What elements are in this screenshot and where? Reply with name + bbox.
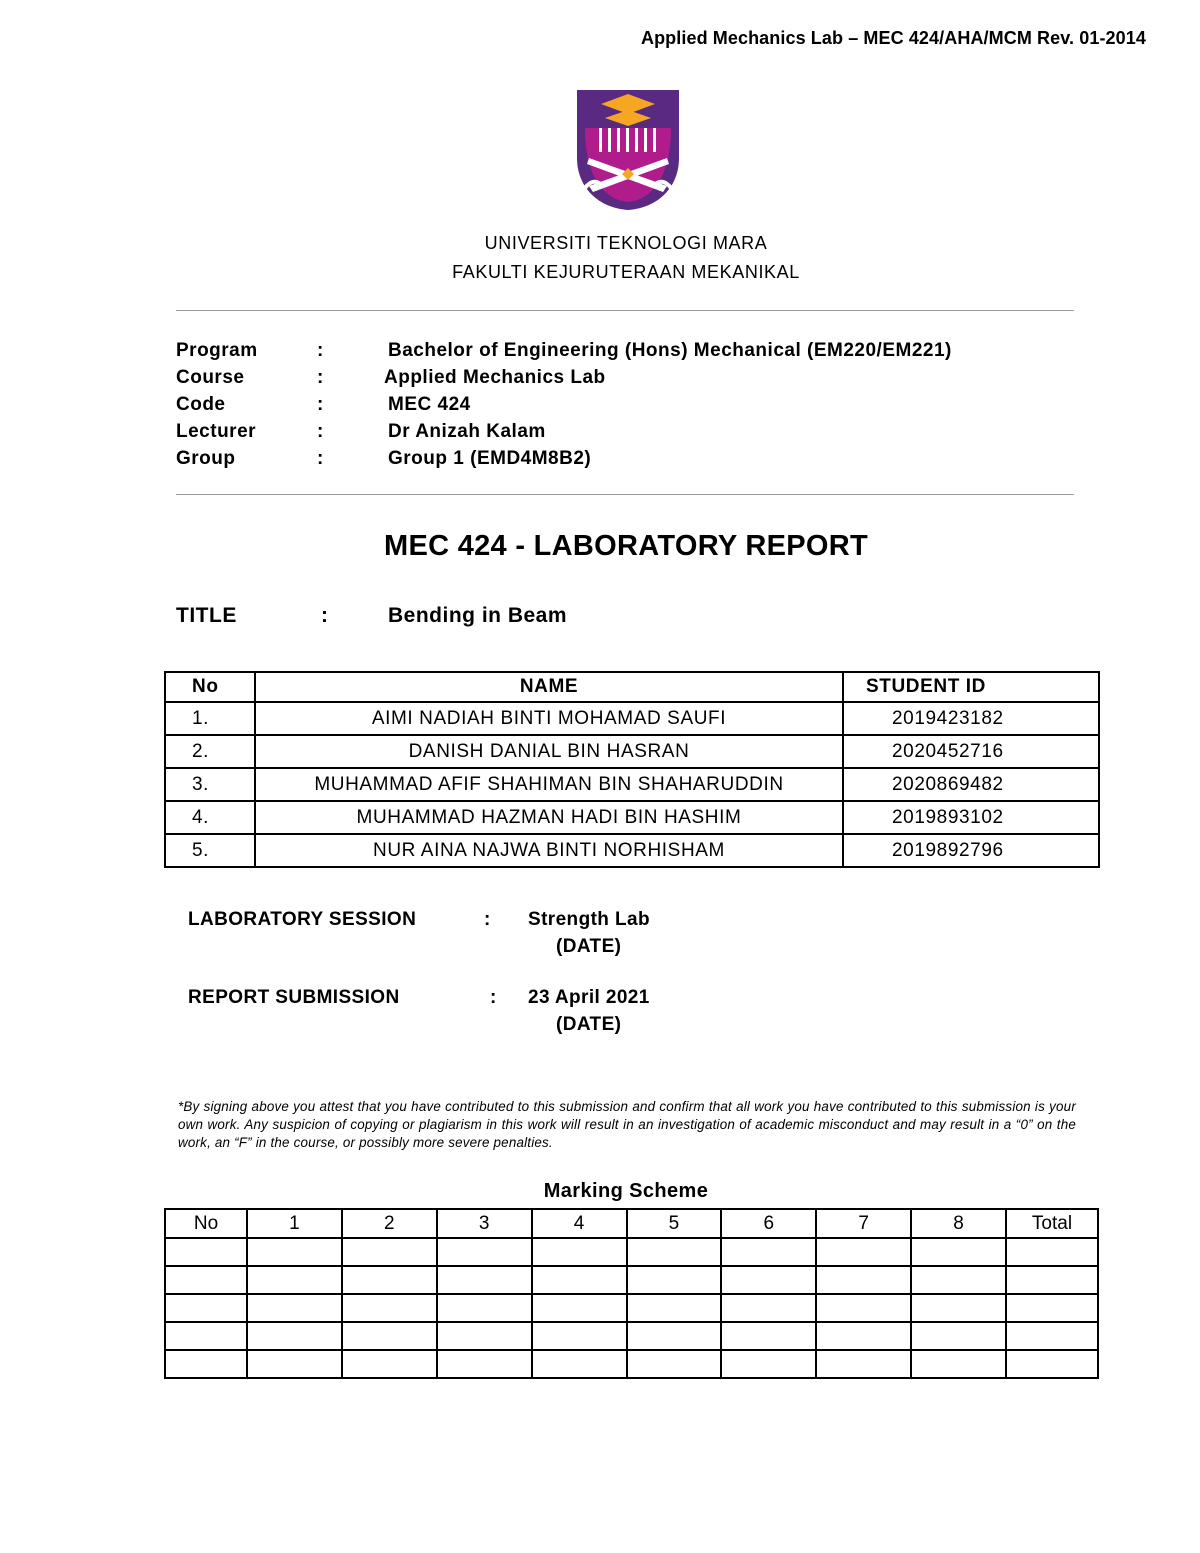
marking-cell[interactable] bbox=[816, 1350, 911, 1378]
marking-cell[interactable] bbox=[1006, 1350, 1098, 1378]
marking-cell[interactable] bbox=[721, 1294, 816, 1322]
marking-cell[interactable] bbox=[1006, 1294, 1098, 1322]
info-colon: : bbox=[317, 367, 324, 388]
report-submission-date: (DATE) bbox=[556, 1014, 622, 1035]
marking-header-5: 5 bbox=[627, 1209, 722, 1238]
table-row bbox=[165, 768, 1099, 801]
marking-cell[interactable] bbox=[165, 1350, 247, 1378]
member-no: 5. bbox=[165, 834, 255, 867]
lab-session-date: (DATE) bbox=[556, 936, 622, 957]
member-name: AIMI NADIAH BINTI MOHAMAD SAUFI bbox=[255, 702, 843, 735]
attestation-note: *By signing above you attest that you have contributed to this submission and confirm that all work you have contributed to this submission is your own work. Any suspicion of copying or plagiarism in this work will result in an investigation of academic misconduct and may result in a “0” on the work, an “F” in the course, or possibly more severe penalties. bbox=[178, 1099, 1076, 1150]
marking-cell[interactable] bbox=[437, 1266, 532, 1294]
marking-cell[interactable] bbox=[627, 1238, 722, 1266]
member-name: NUR AINA NAJWA BINTI NORHISHAM bbox=[255, 834, 843, 867]
info-colon: : bbox=[317, 421, 324, 442]
marking-cell[interactable] bbox=[247, 1238, 342, 1266]
marking-cell[interactable] bbox=[437, 1350, 532, 1378]
marking-cell[interactable] bbox=[532, 1238, 627, 1266]
marking-cell[interactable] bbox=[165, 1294, 247, 1322]
table-row bbox=[165, 801, 1099, 834]
marking-cell[interactable] bbox=[816, 1238, 911, 1266]
marking-header-row bbox=[165, 1209, 1098, 1238]
marking-cell[interactable] bbox=[911, 1266, 1006, 1294]
member-name: DANISH DANIAL BIN HASRAN bbox=[255, 735, 843, 768]
marking-cell[interactable] bbox=[627, 1350, 722, 1378]
marking-cell[interactable] bbox=[247, 1322, 342, 1350]
marking-row bbox=[165, 1238, 1098, 1266]
marking-cell[interactable] bbox=[627, 1322, 722, 1350]
marking-cell[interactable] bbox=[342, 1238, 437, 1266]
marking-header-no: No bbox=[165, 1209, 247, 1238]
marking-cell[interactable] bbox=[342, 1266, 437, 1294]
member-student-id: 2019423182 bbox=[843, 702, 1099, 735]
marking-cell[interactable] bbox=[911, 1350, 1006, 1378]
column-header-student-id: STUDENT ID bbox=[843, 672, 1099, 702]
table-row bbox=[165, 834, 1099, 867]
document-reference: Applied Mechanics Lab – MEC 424/AHA/MCM Rev. 01-2014 bbox=[640, 28, 1146, 48]
marking-cell[interactable] bbox=[165, 1266, 247, 1294]
info-label: Lecturer bbox=[176, 421, 257, 442]
marking-cell[interactable] bbox=[1006, 1322, 1098, 1350]
marking-cell[interactable] bbox=[627, 1294, 722, 1322]
marking-cell[interactable] bbox=[247, 1266, 342, 1294]
marking-header-6: 6 bbox=[721, 1209, 816, 1238]
lab-session-value: Strength Lab bbox=[528, 909, 650, 930]
marking-header-total: Total bbox=[1006, 1209, 1098, 1238]
info-colon: : bbox=[317, 340, 324, 361]
info-colon: : bbox=[317, 448, 324, 469]
title-colon: : bbox=[321, 604, 329, 627]
marking-cell[interactable] bbox=[721, 1238, 816, 1266]
report-submission-label: REPORT SUBMISSION bbox=[188, 987, 400, 1008]
marking-row bbox=[165, 1266, 1098, 1294]
university-name: UNIVERSITI TEKNOLOGI MARA bbox=[484, 233, 768, 253]
info-value: MEC 424 bbox=[388, 394, 471, 415]
marking-cell[interactable] bbox=[437, 1322, 532, 1350]
title-value: Bending in Beam bbox=[388, 604, 568, 627]
info-label: Course bbox=[176, 367, 245, 388]
table-row bbox=[165, 702, 1099, 735]
marking-scheme-table bbox=[164, 1208, 1099, 1379]
marking-cell[interactable] bbox=[532, 1322, 627, 1350]
marking-cell[interactable] bbox=[816, 1294, 911, 1322]
report-submission-value: 23 April 2021 bbox=[528, 987, 650, 1008]
marking-cell[interactable] bbox=[1006, 1266, 1098, 1294]
marking-cell[interactable] bbox=[247, 1350, 342, 1378]
title-label: TITLE bbox=[176, 604, 237, 627]
marking-row bbox=[165, 1322, 1098, 1350]
marking-cell[interactable] bbox=[911, 1294, 1006, 1322]
marking-cell[interactable] bbox=[532, 1294, 627, 1322]
lab-session-label: LABORATORY SESSION bbox=[188, 909, 417, 930]
marking-cell[interactable] bbox=[342, 1322, 437, 1350]
info-label: Program bbox=[176, 340, 258, 361]
marking-cell[interactable] bbox=[721, 1322, 816, 1350]
marking-header-1: 1 bbox=[247, 1209, 342, 1238]
faculty-name: FAKULTI KEJURUTERAAN MEKANIKAL bbox=[452, 262, 800, 282]
members-table bbox=[164, 671, 1100, 868]
member-no: 2. bbox=[165, 735, 255, 768]
member-no: 1. bbox=[165, 702, 255, 735]
marking-cell[interactable] bbox=[342, 1294, 437, 1322]
report-submission-colon: : bbox=[490, 987, 497, 1008]
report-heading: MEC 424 - LABORATORY REPORT bbox=[384, 530, 868, 562]
uitm-crest-logo-icon bbox=[575, 88, 681, 212]
member-student-id: 2019893102 bbox=[843, 801, 1099, 834]
info-value: Group 1 (EMD4M8B2) bbox=[388, 448, 592, 469]
marking-cell[interactable] bbox=[816, 1266, 911, 1294]
marking-header-7: 7 bbox=[816, 1209, 911, 1238]
lab-session-colon: : bbox=[484, 909, 491, 930]
marking-cell[interactable] bbox=[437, 1238, 532, 1266]
marking-row bbox=[165, 1350, 1098, 1378]
divider bbox=[176, 310, 1074, 311]
marking-cell[interactable] bbox=[342, 1350, 437, 1378]
info-label: Code bbox=[176, 394, 226, 415]
member-student-id: 2020452716 bbox=[843, 735, 1099, 768]
marking-cell[interactable] bbox=[721, 1350, 816, 1378]
marking-header-2: 2 bbox=[342, 1209, 437, 1238]
table-header-row bbox=[165, 672, 1099, 702]
marking-cell[interactable] bbox=[165, 1322, 247, 1350]
member-student-id: 2020869482 bbox=[843, 768, 1099, 801]
marking-cell[interactable] bbox=[532, 1266, 627, 1294]
column-header-no: No bbox=[165, 672, 255, 702]
marking-cell[interactable] bbox=[1006, 1238, 1098, 1266]
info-value: Bachelor of Engineering (Hons) Mechanical (EM220/EM221) bbox=[388, 340, 952, 361]
marking-cell[interactable] bbox=[911, 1322, 1006, 1350]
marking-cell[interactable] bbox=[532, 1350, 627, 1378]
member-student-id: 2019892796 bbox=[843, 834, 1099, 867]
divider bbox=[176, 494, 1074, 495]
marking-header-8: 8 bbox=[911, 1209, 1006, 1238]
table-row bbox=[165, 735, 1099, 768]
column-header-name: NAME bbox=[255, 672, 843, 702]
info-label: Group bbox=[176, 448, 236, 469]
marking-cell[interactable] bbox=[437, 1294, 532, 1322]
info-colon: : bbox=[317, 394, 324, 415]
marking-row bbox=[165, 1294, 1098, 1322]
marking-cell[interactable] bbox=[247, 1294, 342, 1322]
member-name: MUHAMMAD HAZMAN HADI BIN HASHIM bbox=[255, 801, 843, 834]
info-value: Applied Mechanics Lab bbox=[384, 367, 606, 388]
member-no: 4. bbox=[165, 801, 255, 834]
marking-cell[interactable] bbox=[165, 1238, 247, 1266]
marking-header-4: 4 bbox=[532, 1209, 627, 1238]
marking-header-3: 3 bbox=[437, 1209, 532, 1238]
member-name: MUHAMMAD AFIF SHAHIMAN BIN SHAHARUDDIN bbox=[255, 768, 843, 801]
marking-cell[interactable] bbox=[721, 1266, 816, 1294]
marking-scheme-title: Marking Scheme bbox=[543, 1180, 709, 1202]
marking-cell[interactable] bbox=[911, 1238, 1006, 1266]
info-value: Dr Anizah Kalam bbox=[388, 421, 546, 442]
marking-cell[interactable] bbox=[627, 1266, 722, 1294]
marking-cell[interactable] bbox=[816, 1322, 911, 1350]
member-no: 3. bbox=[165, 768, 255, 801]
